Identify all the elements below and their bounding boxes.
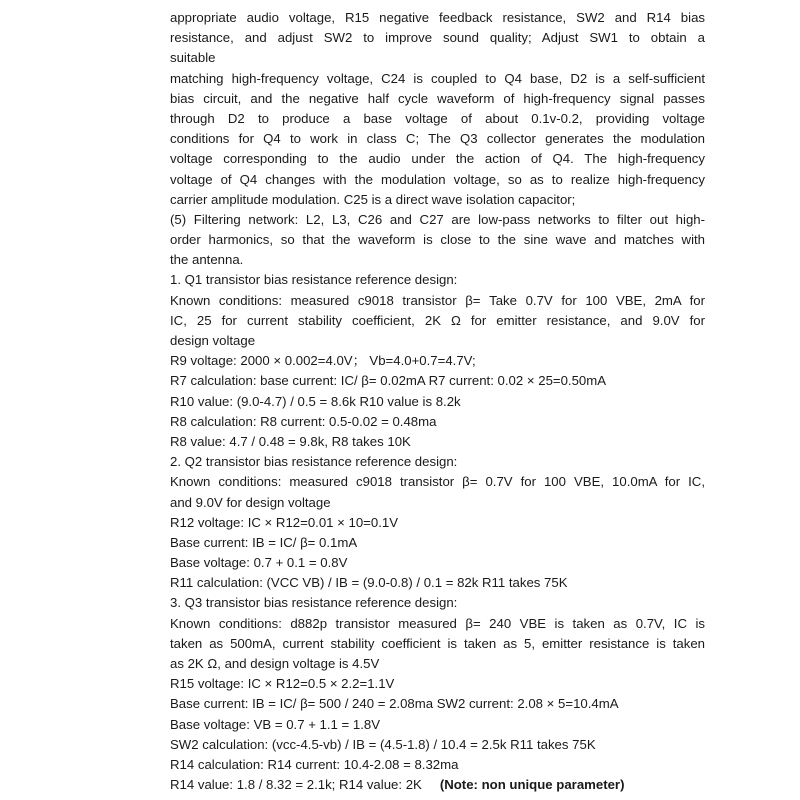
text-line: IC, 25 for current stability coefficient, 2K Ω for emitter resistance, and 9.0V for [170,312,705,328]
text-line: Base current: IB = IC/ β= 0.1mA [170,534,358,550]
text-line: 3. Q3 transistor bias resistance reference design: [170,595,458,611]
text-line: R8 value: 4.7 / 0.48 = 9.8k, R8 takes 10K [170,433,411,449]
text-line: voltage of Q4 changes with the modulation voltage, so as to realize high-frequency [170,171,705,187]
note-text: (Note: non unique parameter) [439,777,625,793]
text-line: through D2 to produce a base voltage of about 0.1v-0.2, providing voltage [170,110,705,126]
text-line: R8 calculation: R8 current: 0.5-0.02 = 0.48ma [170,413,437,429]
text-line-last [170,775,705,795]
text-line: conditions for Q4 to work in class C; The Q3 collector generates the modulation [170,131,705,147]
text-line: Known conditions: d882p transistor measured β= 240 VBE is taken as 0.7V, IC is [170,615,705,631]
text-body [170,8,705,775]
text-line: matching high-frequency voltage, C24 is coupled to Q4 base, D2 is a self-sufficient [170,70,705,86]
text-line: SW2 calculation: (vcc-4.5-vb) / IB = (4.5-1.8) / 10.4 = 2.5k R11 takes 75K [170,736,596,752]
text-line: order harmonics, so that the waveform is close to the sine wave and matches with [170,232,705,248]
text-line: carrier amplitude modulation. C25 is a direct wave isolation capacitor; [170,191,576,207]
document-page [170,8,705,795]
text-line: (5) Filtering network: L2, L3, C26 and C27 are low-pass networks to filter out high- [170,211,705,227]
text-line: design voltage [170,333,256,348]
text-line: R15 voltage: IC × R12=0.5 × 2.2=1.1V [170,676,395,692]
text-line: R12 voltage: IC × R12=0.01 × 10=0.1V [170,514,399,530]
text-line: 1. Q1 transistor bias resistance reference design: [170,272,458,288]
last-line-text: R14 value: 1.8 / 8.32 = 2.1k; R14 value: 2K [170,777,422,793]
text-line: suitable [170,50,216,66]
text-line: 2. Q2 transistor bias resistance reference design: [170,454,458,470]
text-line: the antenna. [170,252,244,268]
text-line: taken as 500mA, current stability coefficient is taken as 5, emitter resistance is taken [170,635,705,651]
text-line: bias circuit, and the negative half cycle waveform of high-frequency signal passes [170,90,705,106]
text-line: Known conditions: measured c9018 transistor β= 0.7V for 100 VBE, 10.0mA for IC, [170,474,705,490]
text-line: R10 value: (9.0-4.7) / 0.5 = 8.6k R10 value is 8.2k [170,393,461,409]
text-line: Base current: IB = IC/ β= 500 / 240 = 2.08ma SW2 current: 2.08 × 5=10.4mA [170,696,619,712]
text-line: R7 calculation: base current: IC/ β= 0.02mA R7 current: 0.02 × 25=0.50mA [170,373,607,389]
text-line: as 2K Ω, and design voltage is 4.5V [170,656,380,671]
text-line: Known conditions: measured c9018 transistor β= Take 0.7V for 100 VBE, 2mA for [170,292,705,308]
text-line: R14 calculation: R14 current: 10.4-2.08 = 8.32ma [170,756,459,772]
text-line: and 9.0V for design voltage [170,494,331,510]
text-line: R11 calculation: (VCC VB) / IB = (9.0-0.8) / 0.1 = 82k R11 takes 75K [170,575,568,591]
text-line: resistance, and adjust SW2 to improve sound quality; Adjust SW1 to obtain a [170,30,705,46]
text-line: voltage corresponding to the audio under the action of Q4. The high-frequency [170,151,705,167]
text-line: Base voltage: 0.7 + 0.1 = 0.8V [170,555,348,571]
text-line: appropriate audio voltage, R15 negative feedback resistance, SW2 and R14 bias [170,10,705,25]
text-line: R9 voltage: 2000 × 0.002=4.0V； Vb=4.0+0.7=4.7V; [170,353,476,369]
text-line: Base voltage: VB = 0.7 + 1.1 = 1.8V [170,716,381,732]
